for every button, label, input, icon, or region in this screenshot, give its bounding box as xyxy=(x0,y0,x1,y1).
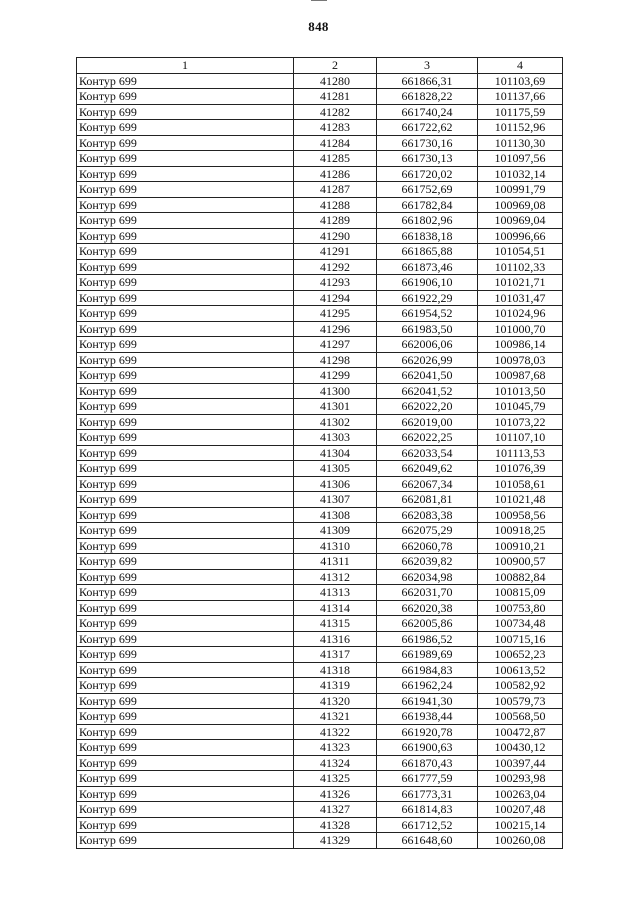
table-row xyxy=(77,507,563,523)
contour-name-cell: Контур 699 xyxy=(77,120,294,136)
point-number-cell: 41309 xyxy=(294,523,377,539)
table-row xyxy=(77,538,563,554)
table-row xyxy=(77,213,563,229)
coordinate-y-cell: 100652,23 xyxy=(478,647,563,663)
coordinate-y-cell: 100918,25 xyxy=(478,523,563,539)
coordinate-y-cell: 100978,03 xyxy=(478,352,563,368)
coordinate-y-cell: 101031,47 xyxy=(478,290,563,306)
coordinate-y-cell: 100207,48 xyxy=(478,802,563,818)
contour-name-cell: Контур 699 xyxy=(77,476,294,492)
coordinate-x-cell: 662075,29 xyxy=(377,523,478,539)
table-row xyxy=(77,740,563,756)
point-number-cell: 41320 xyxy=(294,693,377,709)
coordinate-x-cell: 661814,83 xyxy=(377,802,478,818)
contour-name-cell: Контур 699 xyxy=(77,817,294,833)
point-number-cell: 41326 xyxy=(294,786,377,802)
contour-name-cell: Контур 699 xyxy=(77,631,294,647)
coordinate-y-cell: 101021,48 xyxy=(478,492,563,508)
point-number-cell: 41302 xyxy=(294,414,377,430)
contour-name-cell: Контур 699 xyxy=(77,259,294,275)
coordinate-x-cell: 661941,30 xyxy=(377,693,478,709)
table-row xyxy=(77,337,563,353)
table-row xyxy=(77,244,563,260)
coordinate-y-cell: 101102,33 xyxy=(478,259,563,275)
table-row xyxy=(77,554,563,570)
contour-name-cell: Контур 699 xyxy=(77,538,294,554)
coordinate-x-cell: 661828,22 xyxy=(377,89,478,105)
coordinate-y-cell: 100991,79 xyxy=(478,182,563,198)
point-number-cell: 41321 xyxy=(294,709,377,725)
point-number-cell: 41303 xyxy=(294,430,377,446)
table-row xyxy=(77,120,563,136)
coordinate-y-cell: 101073,22 xyxy=(478,414,563,430)
contour-name-cell: Контур 699 xyxy=(77,709,294,725)
contour-name-cell: Контур 699 xyxy=(77,399,294,415)
table-row xyxy=(77,321,563,337)
table-row xyxy=(77,399,563,415)
contour-name-cell: Контур 699 xyxy=(77,600,294,616)
coordinate-y-cell: 101097,56 xyxy=(478,151,563,167)
table-row xyxy=(77,259,563,275)
point-number-cell: 41317 xyxy=(294,647,377,663)
coordinate-x-cell: 662019,00 xyxy=(377,414,478,430)
table-row xyxy=(77,290,563,306)
point-number-cell: 41291 xyxy=(294,244,377,260)
coordinate-x-cell: 661773,31 xyxy=(377,786,478,802)
table-row xyxy=(77,430,563,446)
coordinate-y-cell: 101175,59 xyxy=(478,104,563,120)
point-number-cell: 41301 xyxy=(294,399,377,415)
coordinate-y-cell: 101137,66 xyxy=(478,89,563,105)
point-number-cell: 41315 xyxy=(294,616,377,632)
table-row xyxy=(77,104,563,120)
coordinate-y-cell: 100582,92 xyxy=(478,678,563,694)
contour-name-cell: Контур 699 xyxy=(77,182,294,198)
coordinate-x-cell: 661906,10 xyxy=(377,275,478,291)
coordinate-x-cell: 661986,52 xyxy=(377,631,478,647)
table-row xyxy=(77,569,563,585)
coordinate-x-cell: 662041,52 xyxy=(377,383,478,399)
table-row xyxy=(77,368,563,384)
coordinate-y-cell: 100753,80 xyxy=(478,600,563,616)
table-row xyxy=(77,414,563,430)
contour-name-cell: Контур 699 xyxy=(77,693,294,709)
contour-name-cell: Контур 699 xyxy=(77,275,294,291)
coordinate-y-cell: 101013,50 xyxy=(478,383,563,399)
coordinate-x-cell: 661983,50 xyxy=(377,321,478,337)
coordinate-x-cell: 662060,78 xyxy=(377,538,478,554)
coordinate-x-cell: 661984,83 xyxy=(377,662,478,678)
coordinate-x-cell: 662049,62 xyxy=(377,461,478,477)
point-number-cell: 41293 xyxy=(294,275,377,291)
coordinate-x-cell: 661938,44 xyxy=(377,709,478,725)
coordinate-y-cell: 100430,12 xyxy=(478,740,563,756)
coordinate-x-cell: 661838,18 xyxy=(377,228,478,244)
table-row xyxy=(77,476,563,492)
coordinate-x-cell: 661722,62 xyxy=(377,120,478,136)
point-number-cell: 41297 xyxy=(294,337,377,353)
table-row xyxy=(77,383,563,399)
table-row xyxy=(77,631,563,647)
coordinate-y-cell: 100260,08 xyxy=(478,833,563,849)
table-row xyxy=(77,817,563,833)
coordinate-y-cell: 100579,73 xyxy=(478,693,563,709)
coordinate-y-cell: 100969,04 xyxy=(478,213,563,229)
coordinate-x-cell: 662026,99 xyxy=(377,352,478,368)
contour-name-cell: Контур 699 xyxy=(77,755,294,771)
coordinate-x-cell: 662067,34 xyxy=(377,476,478,492)
coordinate-y-cell: 100958,56 xyxy=(478,507,563,523)
coordinate-y-cell: 101130,30 xyxy=(478,135,563,151)
point-number-cell: 41304 xyxy=(294,445,377,461)
contour-name-cell: Контур 699 xyxy=(77,492,294,508)
coordinate-y-cell: 101045,79 xyxy=(478,399,563,415)
contour-name-cell: Контур 699 xyxy=(77,166,294,182)
contour-name-cell: Контур 699 xyxy=(77,383,294,399)
coordinate-y-cell: 100986,14 xyxy=(478,337,563,353)
contour-name-cell: Контур 699 xyxy=(77,352,294,368)
point-number-cell: 41305 xyxy=(294,461,377,477)
point-number-cell: 41314 xyxy=(294,600,377,616)
point-number-cell: 41295 xyxy=(294,306,377,322)
table-row xyxy=(77,833,563,849)
contour-name-cell: Контур 699 xyxy=(77,647,294,663)
contour-name-cell: Контур 699 xyxy=(77,461,294,477)
table-row xyxy=(77,600,563,616)
point-number-cell: 41284 xyxy=(294,135,377,151)
coordinate-x-cell: 661900,63 xyxy=(377,740,478,756)
point-number-cell: 41327 xyxy=(294,802,377,818)
coordinate-y-cell: 100969,08 xyxy=(478,197,563,213)
coordinate-x-cell: 662034,98 xyxy=(377,569,478,585)
contour-name-cell: Контур 699 xyxy=(77,337,294,353)
point-number-cell: 41316 xyxy=(294,631,377,647)
coordinate-x-cell: 661962,24 xyxy=(377,678,478,694)
coordinate-y-cell: 100734,48 xyxy=(478,616,563,632)
table-row xyxy=(77,135,563,151)
coordinate-y-cell: 100715,16 xyxy=(478,631,563,647)
coordinate-y-cell: 101058,61 xyxy=(478,476,563,492)
table-row xyxy=(77,275,563,291)
coordinate-y-cell: 100472,87 xyxy=(478,724,563,740)
contour-name-cell: Контур 699 xyxy=(77,445,294,461)
coordinate-x-cell: 661802,96 xyxy=(377,213,478,229)
table-row xyxy=(77,182,563,198)
coordinate-x-cell: 661777,59 xyxy=(377,771,478,787)
table-row xyxy=(77,755,563,771)
table-row xyxy=(77,89,563,105)
point-number-cell: 41290 xyxy=(294,228,377,244)
coordinate-y-cell: 101000,70 xyxy=(478,321,563,337)
point-number-cell: 41281 xyxy=(294,89,377,105)
point-number-cell: 41296 xyxy=(294,321,377,337)
coordinate-y-cell: 100900,57 xyxy=(478,554,563,570)
coordinate-x-cell: 662020,38 xyxy=(377,600,478,616)
contour-name-cell: Контур 699 xyxy=(77,73,294,89)
contour-name-cell: Контур 699 xyxy=(77,213,294,229)
table-row xyxy=(77,771,563,787)
coordinate-y-cell: 100882,84 xyxy=(478,569,563,585)
coordinate-x-cell: 661922,29 xyxy=(377,290,478,306)
coordinate-y-cell: 101113,53 xyxy=(478,445,563,461)
contour-name-cell: Контур 699 xyxy=(77,135,294,151)
coordinate-x-cell: 662081,81 xyxy=(377,492,478,508)
coordinate-x-cell: 662033,54 xyxy=(377,445,478,461)
table-row xyxy=(77,197,563,213)
coordinates-table xyxy=(76,57,563,849)
table-row xyxy=(77,709,563,725)
point-number-cell: 41283 xyxy=(294,120,377,136)
coordinate-x-cell: 662041,50 xyxy=(377,368,478,384)
coordinate-x-cell: 662006,06 xyxy=(377,337,478,353)
coordinate-x-cell: 661648,60 xyxy=(377,833,478,849)
point-number-cell: 41289 xyxy=(294,213,377,229)
point-number-cell: 41300 xyxy=(294,383,377,399)
table-row xyxy=(77,523,563,539)
point-number-cell: 41294 xyxy=(294,290,377,306)
coordinate-y-cell: 100263,04 xyxy=(478,786,563,802)
point-number-cell: 41288 xyxy=(294,197,377,213)
contour-name-cell: Контур 699 xyxy=(77,306,294,322)
point-number-cell: 41298 xyxy=(294,352,377,368)
table-row xyxy=(77,585,563,601)
coordinate-x-cell: 661752,69 xyxy=(377,182,478,198)
coordinate-x-cell: 661920,78 xyxy=(377,724,478,740)
coordinate-y-cell: 101103,69 xyxy=(478,73,563,89)
table-row xyxy=(77,802,563,818)
point-number-cell: 41285 xyxy=(294,151,377,167)
coordinate-x-cell: 662022,20 xyxy=(377,399,478,415)
contour-name-cell: Контур 699 xyxy=(77,740,294,756)
coordinate-x-cell: 661782,84 xyxy=(377,197,478,213)
contour-name-cell: Контур 699 xyxy=(77,430,294,446)
point-number-cell: 41329 xyxy=(294,833,377,849)
contour-name-cell: Контур 699 xyxy=(77,616,294,632)
table-row xyxy=(77,492,563,508)
point-number-cell: 41312 xyxy=(294,569,377,585)
point-number-cell: 41292 xyxy=(294,259,377,275)
coordinate-y-cell: 101107,10 xyxy=(478,430,563,446)
point-number-cell: 41280 xyxy=(294,73,377,89)
coordinate-x-cell: 662083,38 xyxy=(377,507,478,523)
coordinate-x-cell: 661720,02 xyxy=(377,166,478,182)
contour-name-cell: Контур 699 xyxy=(77,724,294,740)
point-number-cell: 41328 xyxy=(294,817,377,833)
coordinate-y-cell: 100215,14 xyxy=(478,817,563,833)
table-row xyxy=(77,693,563,709)
coordinate-x-cell: 661954,52 xyxy=(377,306,478,322)
contour-name-cell: Контур 699 xyxy=(77,585,294,601)
coordinate-x-cell: 661740,24 xyxy=(377,104,478,120)
table-row xyxy=(77,786,563,802)
contour-name-cell: Контур 699 xyxy=(77,151,294,167)
table-row xyxy=(77,306,563,322)
table-row xyxy=(77,678,563,694)
coordinate-x-cell: 661730,16 xyxy=(377,135,478,151)
coordinate-x-cell: 661989,69 xyxy=(377,647,478,663)
contour-name-cell: Контур 699 xyxy=(77,228,294,244)
contour-name-cell: Контур 699 xyxy=(77,554,294,570)
coordinate-y-cell: 100987,68 xyxy=(478,368,563,384)
column-header-3: 3 xyxy=(377,58,478,74)
contour-name-cell: Контур 699 xyxy=(77,89,294,105)
point-number-cell: 41324 xyxy=(294,755,377,771)
point-number-cell: 41299 xyxy=(294,368,377,384)
contour-name-cell: Контур 699 xyxy=(77,368,294,384)
contour-name-cell: Контур 699 xyxy=(77,523,294,539)
point-number-cell: 41313 xyxy=(294,585,377,601)
table-header-row xyxy=(77,58,563,74)
coordinate-y-cell: 101076,39 xyxy=(478,461,563,477)
contour-name-cell: Контур 699 xyxy=(77,662,294,678)
contour-name-cell: Контур 699 xyxy=(77,569,294,585)
point-number-cell: 41306 xyxy=(294,476,377,492)
coordinate-x-cell: 662039,82 xyxy=(377,554,478,570)
contour-name-cell: Контур 699 xyxy=(77,833,294,849)
contour-name-cell: Контур 699 xyxy=(77,802,294,818)
table-row xyxy=(77,647,563,663)
point-number-cell: 41322 xyxy=(294,724,377,740)
table-row xyxy=(77,228,563,244)
top-scan-mark xyxy=(311,0,327,3)
contour-name-cell: Контур 699 xyxy=(77,771,294,787)
coordinate-y-cell: 101024,96 xyxy=(478,306,563,322)
column-header-4: 4 xyxy=(478,58,563,74)
coordinate-y-cell: 101032,14 xyxy=(478,166,563,182)
contour-name-cell: Контур 699 xyxy=(77,197,294,213)
table-row xyxy=(77,73,563,89)
coordinate-x-cell: 661730,13 xyxy=(377,151,478,167)
coordinate-x-cell: 662031,70 xyxy=(377,585,478,601)
point-number-cell: 41310 xyxy=(294,538,377,554)
table-row xyxy=(77,166,563,182)
contour-name-cell: Контур 699 xyxy=(77,321,294,337)
coordinate-y-cell: 100910,21 xyxy=(478,538,563,554)
point-number-cell: 41319 xyxy=(294,678,377,694)
table-row xyxy=(77,151,563,167)
point-number-cell: 41323 xyxy=(294,740,377,756)
column-header-2: 2 xyxy=(294,58,377,74)
point-number-cell: 41307 xyxy=(294,492,377,508)
coordinate-x-cell: 661870,43 xyxy=(377,755,478,771)
contour-name-cell: Контур 699 xyxy=(77,290,294,306)
point-number-cell: 41308 xyxy=(294,507,377,523)
table-row xyxy=(77,662,563,678)
contour-name-cell: Контур 699 xyxy=(77,678,294,694)
table-body xyxy=(77,58,563,849)
coordinate-x-cell: 662022,25 xyxy=(377,430,478,446)
contour-name-cell: Контур 699 xyxy=(77,104,294,120)
contour-name-cell: Контур 699 xyxy=(77,507,294,523)
point-number-cell: 41311 xyxy=(294,554,377,570)
table-row xyxy=(77,445,563,461)
coordinate-y-cell: 100568,50 xyxy=(478,709,563,725)
contour-name-cell: Контур 699 xyxy=(77,414,294,430)
contour-name-cell: Контур 699 xyxy=(77,786,294,802)
coordinate-x-cell: 661873,46 xyxy=(377,259,478,275)
coordinate-y-cell: 100996,66 xyxy=(478,228,563,244)
coordinate-y-cell: 100613,52 xyxy=(478,662,563,678)
point-number-cell: 41286 xyxy=(294,166,377,182)
coordinate-x-cell: 662005,86 xyxy=(377,616,478,632)
coordinate-y-cell: 101054,51 xyxy=(478,244,563,260)
coordinate-y-cell: 100815,09 xyxy=(478,585,563,601)
point-number-cell: 41287 xyxy=(294,182,377,198)
table-row xyxy=(77,461,563,477)
point-number-cell: 41325 xyxy=(294,771,377,787)
column-header-1: 1 xyxy=(77,58,294,74)
coordinate-x-cell: 661712,52 xyxy=(377,817,478,833)
point-number-cell: 41282 xyxy=(294,104,377,120)
table-row xyxy=(77,352,563,368)
point-number-cell: 41318 xyxy=(294,662,377,678)
coordinate-y-cell: 100293,98 xyxy=(478,771,563,787)
contour-name-cell: Контур 699 xyxy=(77,244,294,260)
table-row xyxy=(77,724,563,740)
coordinate-y-cell: 101021,71 xyxy=(478,275,563,291)
table-row xyxy=(77,616,563,632)
coordinate-y-cell: 100397,44 xyxy=(478,755,563,771)
page-number: 848 xyxy=(308,19,329,34)
coordinate-x-cell: 661865,88 xyxy=(377,244,478,260)
coordinate-x-cell: 661866,31 xyxy=(377,73,478,89)
coordinate-y-cell: 101152,96 xyxy=(478,120,563,136)
